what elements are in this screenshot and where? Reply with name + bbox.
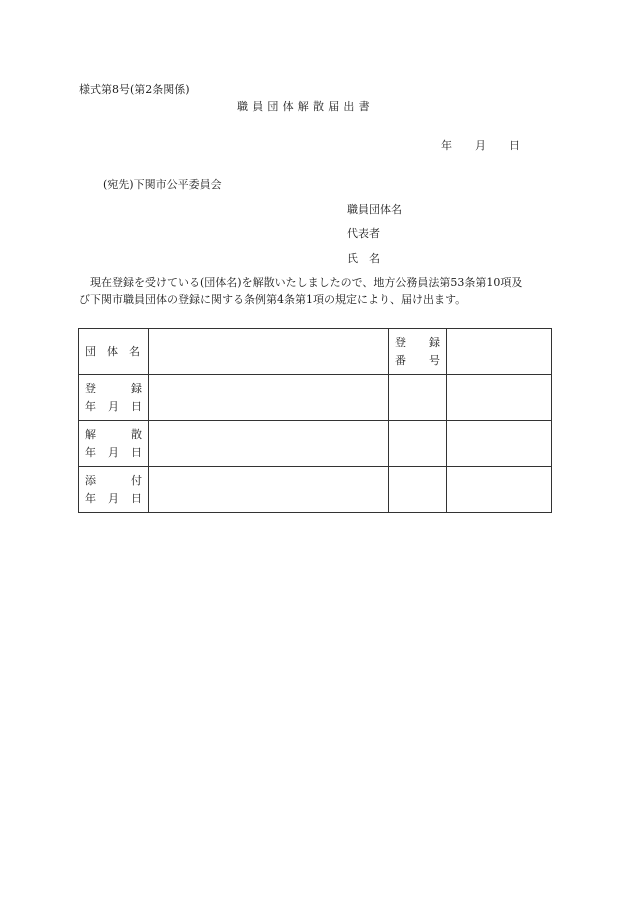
- label-char: 年: [85, 491, 96, 505]
- label-char: 月: [108, 491, 119, 505]
- dissolution-date-label: [79, 421, 149, 467]
- registration-date-extra-field-2[interactable]: [447, 375, 552, 421]
- registration-table: [78, 328, 552, 513]
- declaration-line-2: び下関市職員団体の登録に関する条例第4条第1項の規定により、届け出ます。: [79, 293, 467, 306]
- label-char: 添: [85, 473, 96, 487]
- reg-no-char: 登: [395, 335, 406, 349]
- label-char: 年: [85, 399, 96, 413]
- table-row-dissolution-date: [79, 421, 552, 467]
- recipient: (宛先)下関市公平委員会: [103, 178, 222, 191]
- label-char: 日: [131, 491, 142, 505]
- label-char: 付: [131, 473, 142, 487]
- registration-date-extra-field[interactable]: [389, 375, 447, 421]
- date-year-label: 年: [441, 139, 452, 152]
- reg-no-char: 番: [395, 353, 406, 367]
- applicant-name-label: 氏 名: [347, 252, 380, 265]
- org-name-label: 団 体 名: [79, 329, 149, 375]
- applicant-representative-label: 代表者: [347, 227, 380, 240]
- declaration-line-1: 現在登録を受けている(団体名)を解散いたしましたので、地方公務員法第53条第10項及: [79, 276, 523, 289]
- registration-number-label: [389, 329, 447, 375]
- attachment-date-extra-field-2[interactable]: [447, 467, 552, 513]
- label-char: 登: [85, 381, 96, 395]
- dissolution-date-extra-field[interactable]: [389, 421, 447, 467]
- form-number: 様式第8号(第2条関係): [79, 83, 190, 96]
- label-char: 月: [108, 445, 119, 459]
- attachment-date-label: [79, 467, 149, 513]
- label-char: 解: [85, 427, 96, 441]
- label-char: 年: [85, 445, 96, 459]
- submission-date: [441, 137, 520, 153]
- label-char: 散: [131, 427, 142, 441]
- declaration-text: [79, 274, 559, 308]
- reg-no-char: 録: [429, 335, 440, 349]
- registration-date-label: [79, 375, 149, 421]
- attachment-date-field[interactable]: [149, 467, 389, 513]
- reg-no-char: 号: [429, 353, 440, 367]
- date-month-label: 月: [475, 139, 486, 152]
- registration-date-field[interactable]: [149, 375, 389, 421]
- label-char: 日: [131, 399, 142, 413]
- dissolution-date-extra-field-2[interactable]: [447, 421, 552, 467]
- table-row-org: [79, 329, 552, 375]
- table-row-registration-date: [79, 375, 552, 421]
- label-char: 月: [108, 399, 119, 413]
- label-char: 日: [131, 445, 142, 459]
- org-name-field[interactable]: [149, 329, 389, 375]
- label-char: 録: [131, 381, 142, 395]
- registration-number-field[interactable]: [447, 329, 552, 375]
- date-day-label: 日: [509, 139, 520, 152]
- attachment-date-extra-field[interactable]: [389, 467, 447, 513]
- table-row-attachment-date: [79, 467, 552, 513]
- applicant-org-label: 職員団体名: [347, 203, 402, 216]
- dissolution-date-field[interactable]: [149, 421, 389, 467]
- document-title: 職員団体解散届出書: [237, 100, 374, 113]
